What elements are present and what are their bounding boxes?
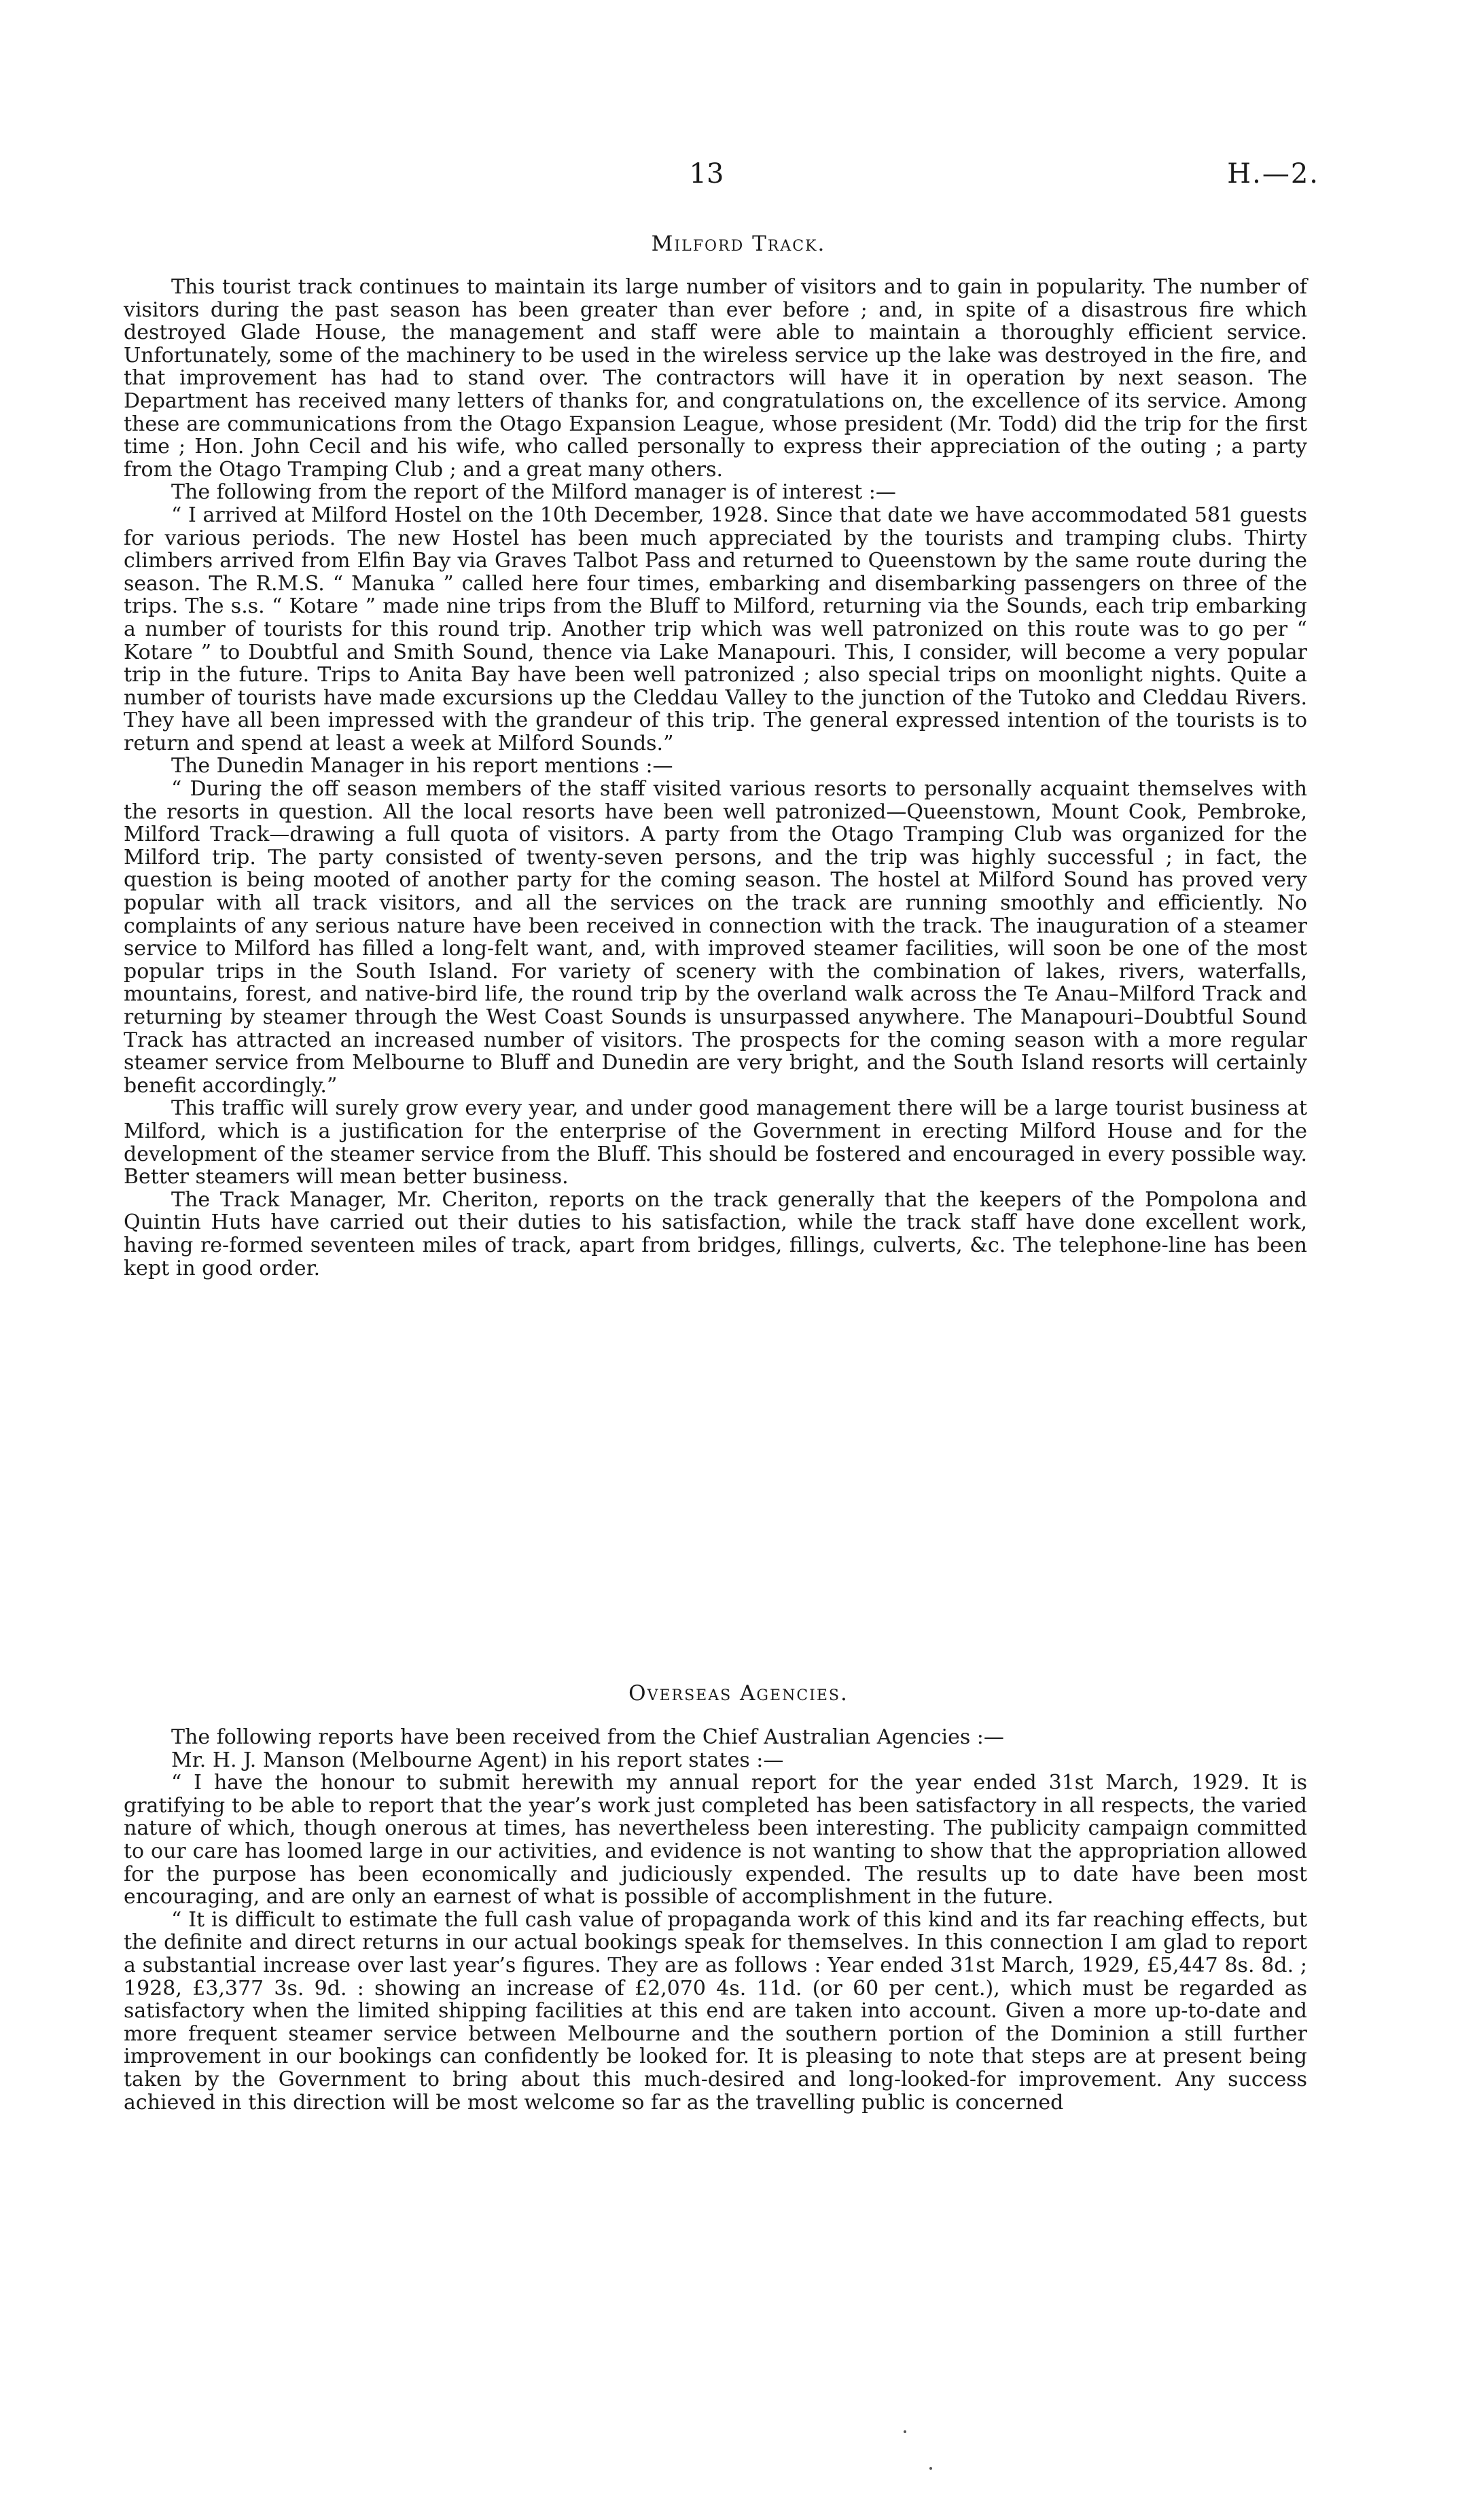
scan-speck <box>904 2430 906 2433</box>
paragraph: The following reports have been received from the Chief Australian Agencies :— <box>171 1725 1004 1749</box>
milford-track-heading: Milford Track. <box>651 232 826 256</box>
paragraph: The following from the report of the Milford manager is of interest :— <box>171 480 896 505</box>
overseas-agencies-body <box>124 1726 1307 2114</box>
overseas-agencies-heading: Overseas Agencies. <box>628 1681 849 1706</box>
scan-speck <box>929 2467 932 2470</box>
quoted-report: “ It is difficult to estimate the full cash value of propaganda work of this kind and its far reaching effects, but the definite and direct returns in our actual bookings speak for themselves. In this connection I am glad to report a substantial increase over last year’s figures. They are as follows : Year ended 31st March, 1929, £5,447 8s. 8d. ; 1928, £3,377 3s. 9d. : showing an increase of £2,070 4s. 11d. (or 60 per cent.), which must be regarded as satisfactory when the limited shipping facilities at this end are taken into account. Given a more up-to-date and more frequent steamer service between Melbourne and the southern portion of the Dominion a still further improvement in our bookings can confidently be looked for. It is pleasing to note that steps are at present being taken by the Government to bring about this much-desired and long-looked-for improvement. Any success achieved in this direction will be most welcome so far as the travelling public is concerned <box>124 1907 1307 2114</box>
paragraph: The Track Manager, Mr. Cheriton, reports on the track generally that the keepers of the Pompolona and Quintin Huts have carried out their duties to his satisfaction, while the track staff have done excellent work, having re-formed seventeen miles of track, apart from bridges, fillings, culverts, &c. The telephone-line has been kept in good order. <box>124 1187 1307 1280</box>
paragraph: This traffic will surely grow every year, and under good management there will be a large tourist business at Milford, which is a justification for the enterprise of the Government in erecting Milford House and for the development of the steamer service from the Bluff. This should be fostered and encouraged in every possible way. Better steamers will mean better business. <box>124 1096 1307 1189</box>
paragraph: Mr. H. J. Manson (Melbourne Agent) in his report states :— <box>171 1748 784 1772</box>
quoted-report: “ I have the honour to submit herewith my annual report for the year ended 31st March, 1929. It is gratifying to be able to report that the year’s work just completed has been satisfactory in all respects, the varied nature of which, though onerous at times, has nevertheless been interesting. The publicity campaign committed to our care has loomed large in our activities, and evidence is not wanting to show that the appropriation allowed for the purpose has been economically and judiciously expended. The results up to date have been most encouraging, and are only an earnest of what is possible of accomplishment in the future. <box>124 1771 1307 1909</box>
milford-track-body <box>124 276 1307 1280</box>
quoted-report: “ I arrived at Milford Hostel on the 10th December, 1928. Since that date we have accommodated 581 guests for various periods. The new Hostel has been much appreciated by the tourists and tramping clubs. Thirty climbers arrived from Elfin Bay via Graves Talbot Pass and returned to Queenstown by the same route during the season. The R.M.S. “ Manuka ” called here four times, embarking and disembarking passengers on three of the trips. The s.s. “ Kotare ” made nine trips from the Bluff to Milford, returning via the Sounds, each trip embarking a number of tourists for this round trip. Another trip which was well patronized on this route was to go per “ Kotare ” to Doubtful and Smith Sound, thence via Lake Manapouri. This, I consider, will become a very popular trip in the future. Trips to Anita Bay have been well patronized ; also special trips on moonlight nights. Quite a number of tourists have made excursions up the Cleddau Valley to the junction of the Tutoko and Cleddau Rivers. They have all been impressed with the grandeur of this trip. The general expressed intention of the tourists is to return and spend at least a week at Milford Sounds.” <box>124 503 1307 755</box>
document-reference: H.—2. <box>1227 158 1319 190</box>
paragraph: This tourist track continues to maintain its large number of visitors and to gain in popularity. The number of visitors during the past season has been greater than ever before ; and, in spite of a disastrous fire which destroyed Glade House, the management and staff were able to maintain a thoroughly efficient service. Unfortunately, some of the machinery to be used in the wireless service up the lake was destroyed in the fire, and that improvement has had to stand over. The contractors will have it in operation by next season. The Department has received many letters of thanks for, and congratulations on, the excellence of its service. Among these are communications from the Otago Expansion League, whose president (Mr. Todd) did the trip for the first time ; Hon. John Cecil and his wife, who called personally to express their appreciation of the outing ; a party from the Otago Tramping Club ; and a great many others. <box>124 275 1307 482</box>
paragraph: The Dunedin Manager in his report mentions :— <box>171 754 673 778</box>
quoted-report: “ During the off season members of the staff visited various resorts to personally acquaint themselves with the resorts in question. All the local resorts have been well patronized—Queenstown, Mount Cook, Pembroke, Milford Track—drawing a full quota of visitors. A party from the Otago Tramping Club was organized for the Milford trip. The party consisted of twenty-seven persons, and the trip was highly successful ; in fact, the question is being mooted of another party for the coming season. The hostel at Milford Sound has proved very popular with all track visitors, and all the services on the track are running smoothly and efficiently. No complaints of any serious nature have been received in connection with the track. The inauguration of a steamer service to Milford has filled a long-felt want, and, with improved steamer facilities, will soon be one of the most popular trips in the South Island. For variety of scenery with the combination of lakes, rivers, waterfalls, mountains, forest, and native-bird life, the round trip by the overland walk across the Te Anau–Milford Track and returning by steamer through the West Coast Sounds is unsurpassed anywhere. The Manapouri–Doubtful Sound Track has attracted an increased number of visitors. The prospects for the coming season with a more regular steamer service from Melbourne to Bluff and Dunedin are very bright, and the South Island resorts will certainly benefit accordingly.” <box>124 777 1307 1098</box>
page-number: 13 <box>689 158 724 190</box>
